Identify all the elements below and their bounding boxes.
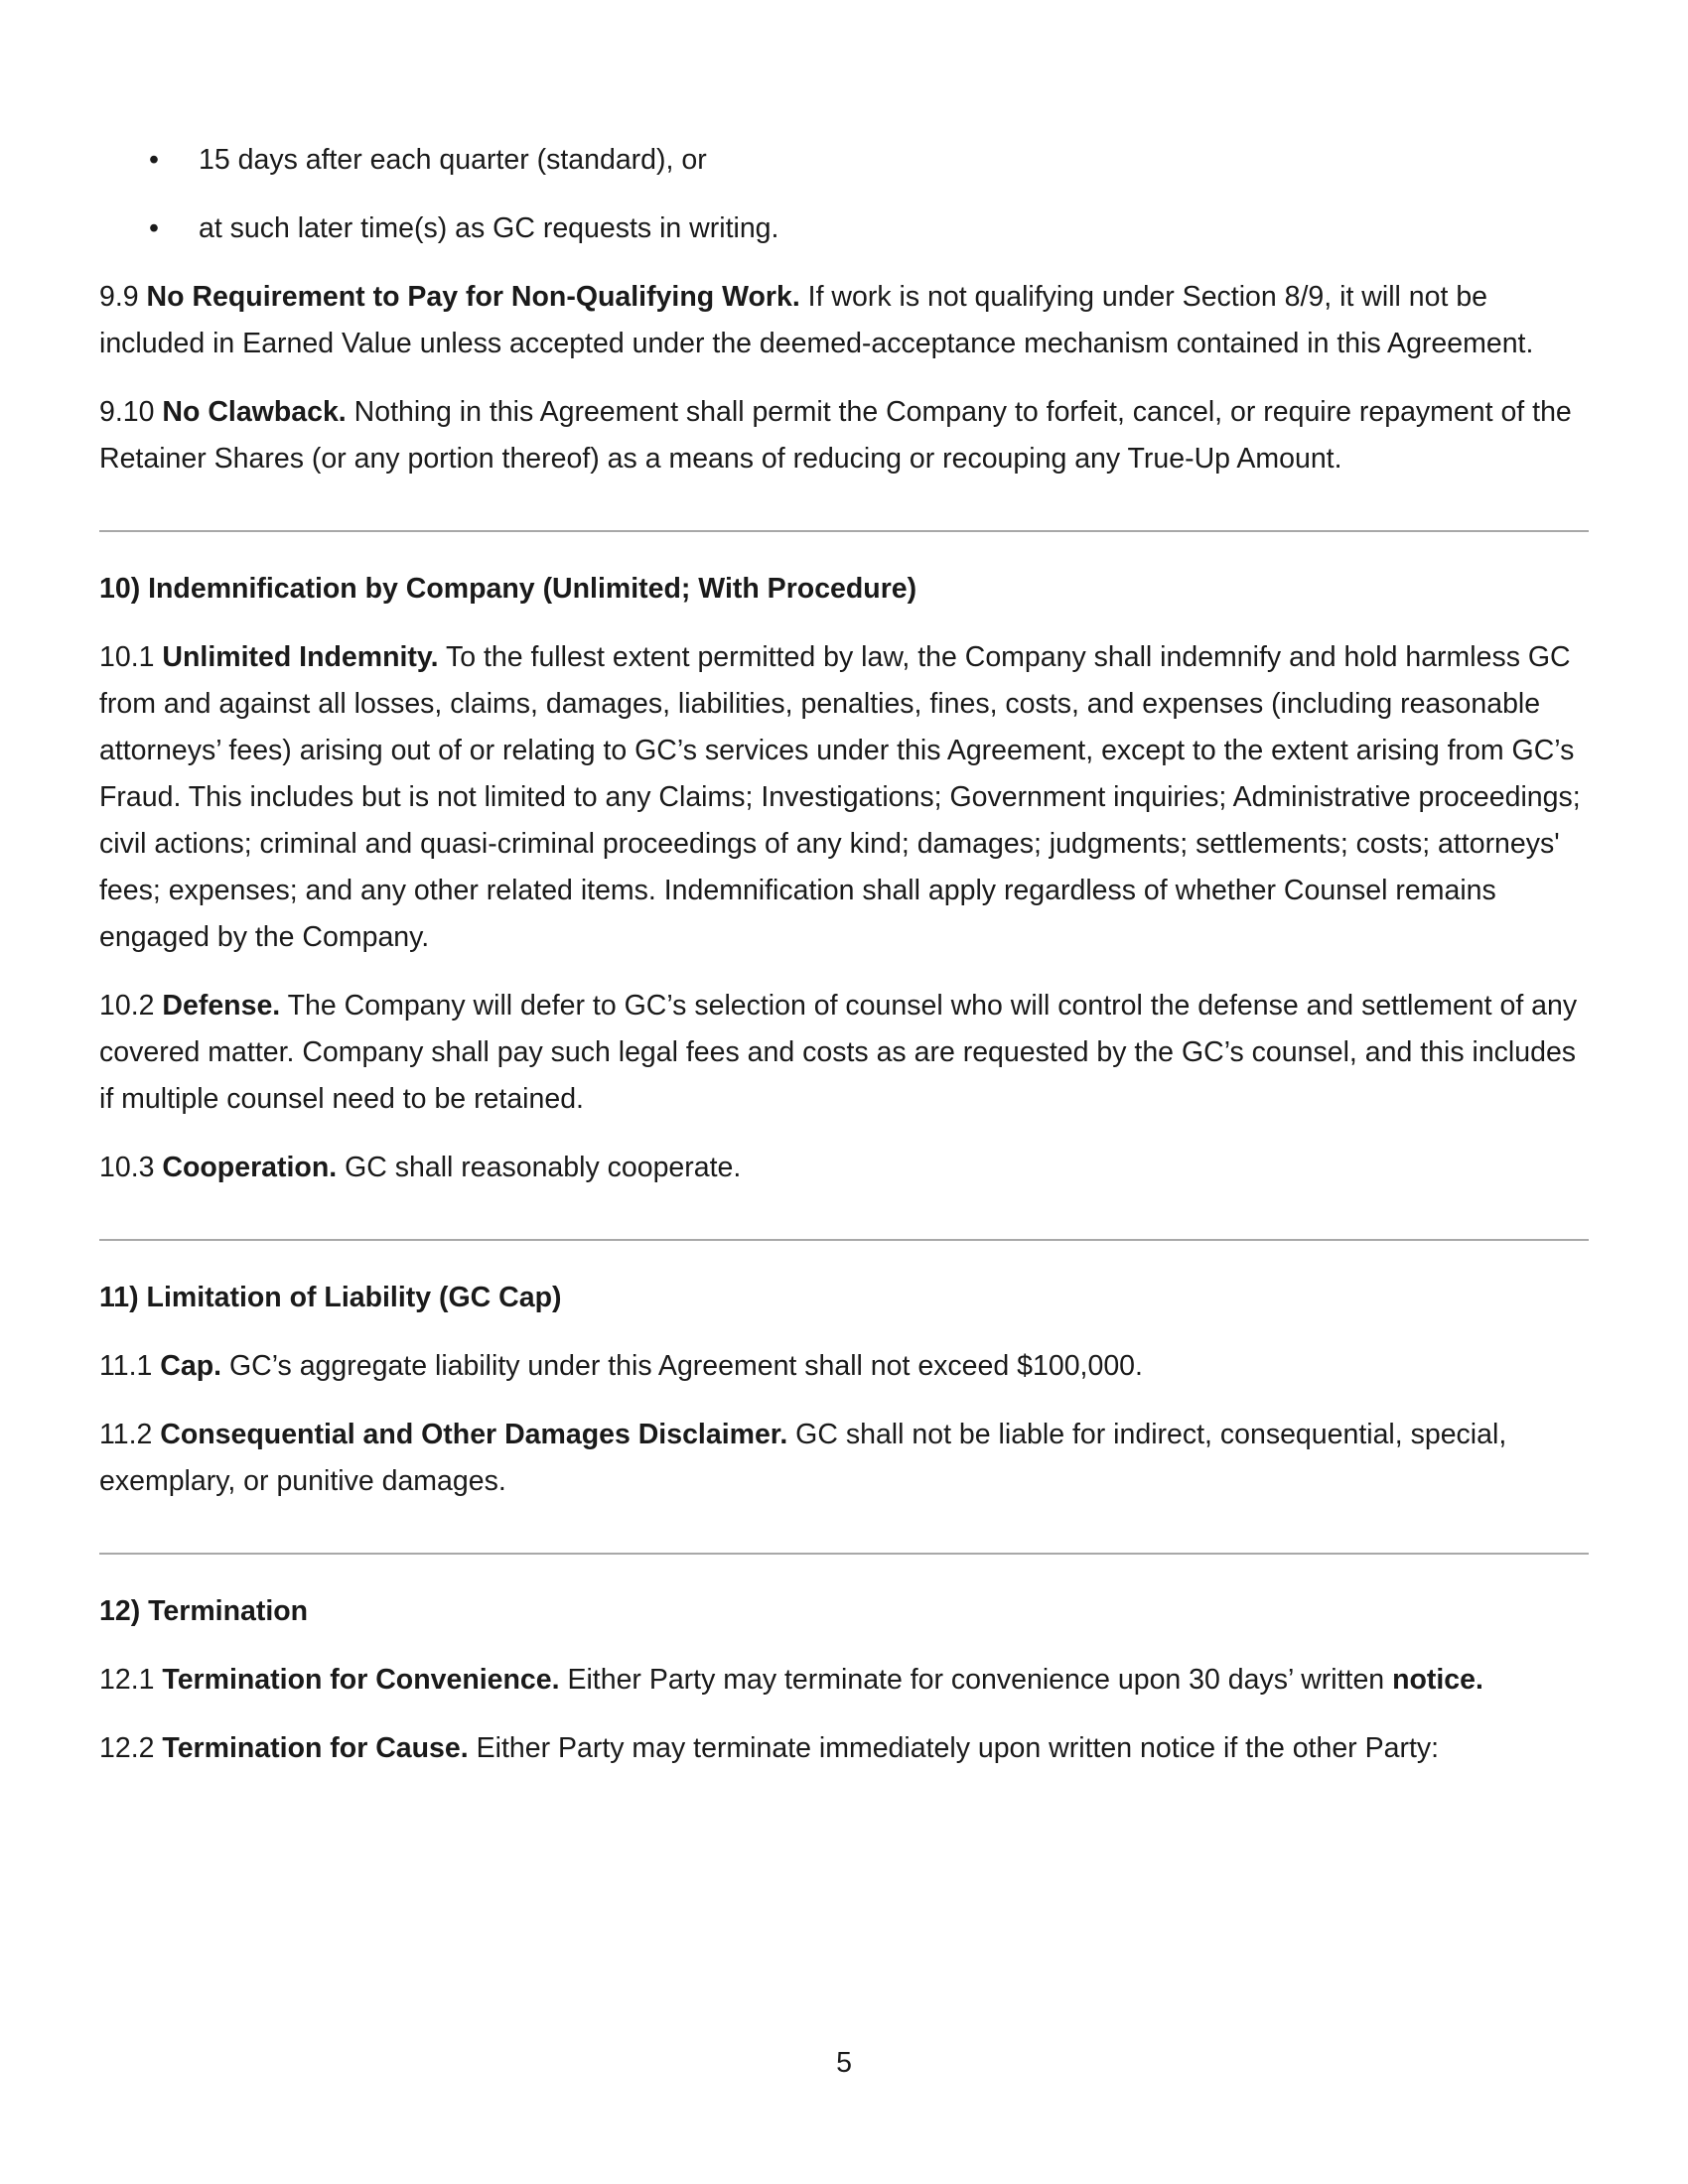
clause-10-2 (99, 983, 1589, 1123)
clause-title: Unlimited Indemnity. (162, 641, 439, 673)
clause-title: Termination for Cause. (162, 1732, 469, 1764)
clause-number: 10.1 (99, 641, 155, 673)
list-item (99, 137, 1589, 184)
clause-11-2 (99, 1412, 1589, 1505)
section-heading-10: 10) Indemnification by Company (Unlimited; With Procedure) (99, 573, 917, 605)
clause-text: GC shall reasonably cooperate. (345, 1152, 742, 1183)
clause-title: No Clawback. (162, 396, 347, 428)
clause-title: Consequential and Other Damages Disclaimer. (160, 1419, 788, 1450)
clause-12-2 (99, 1725, 1589, 1772)
page-number: 5 (836, 2047, 852, 2079)
clause-title: Cooperation. (162, 1152, 338, 1183)
clause-text: The Company will defer to GC’s selection of counsel who will control the defense and settlement of any covered matter. Company shall pay such legal fees and costs as are requested by the GC’s counsel, and this includes if multiple counsel need to be retained. (99, 990, 1578, 1115)
clause-10-3 (99, 1145, 1589, 1191)
payment-timing-list (99, 137, 1589, 252)
clause-title: Defense. (162, 990, 281, 1022)
clause-title: No Requirement to Pay for Non-Qualifying Work. (146, 281, 800, 313)
list-item-text: 15 days after each quarter (standard), or (199, 144, 707, 176)
clause-number: 9.9 (99, 281, 139, 313)
clause-text: Either Party may terminate immediately upon written notice if the other Party: (476, 1732, 1440, 1764)
section-divider (99, 1553, 1589, 1555)
clause-12-1 (99, 1657, 1589, 1704)
clause-number: 12.1 (99, 1664, 155, 1696)
clause-title: Cap. (160, 1350, 222, 1382)
clause-number: 10.2 (99, 990, 155, 1022)
clause-text: GC’s aggregate liability under this Agreement shall not exceed $100,000. (228, 1350, 1143, 1382)
clause-text: GC shall not be liable for indirect, consequential, special, exemplary, or punitive damages. (99, 1419, 1507, 1497)
clause-number: 11.2 (99, 1419, 153, 1450)
clause-text-bold-tail: notice. (1392, 1664, 1483, 1696)
clause-text: To the fullest extent permitted by law, the Company shall indemnify and hold harmless GC from and against all losses, claims, damages, liabilities, penalties, fines, costs, and expenses (including reasonable attorneys’ fees) arising out of or relating to GC’s services under this Agreement, except to the extent arising from GC’s Fraud. This includes but is not limited to any Claims; Investigations; Government inquiries; Administrative proceedings; civil actions; criminal and quasi-criminal proceedings of any kind; damages; judgments; settlements; costs; attorneys' fees; expenses; and any other related items. Indemnification shall apply regardless of whether Counsel remains engaged by the Company. (99, 641, 1581, 953)
clause-9-9 (99, 274, 1589, 367)
clause-number: 12.2 (99, 1732, 155, 1764)
clause-text: Nothing in this Agreement shall permit the Company to forfeit, cancel, or require repayment of the Retainer Shares (or any portion thereof) as a means of reducing or recouping any True-Up Amount. (99, 396, 1572, 475)
clause-text: If work is not qualifying under Section 8/9, it will not be included in Earned Value unless accepted under the deemed-acceptance mechanism contained in this Agreement. (99, 281, 1534, 359)
bullet-icon: • (149, 212, 159, 244)
list-item-text: at such later time(s) as GC requests in writing. (199, 212, 779, 244)
clause-9-10 (99, 389, 1589, 482)
section-divider (99, 530, 1589, 532)
section-heading-12: 12) Termination (99, 1595, 309, 1627)
document-page (99, 137, 1589, 1794)
list-item (99, 205, 1589, 252)
clause-10-1 (99, 634, 1589, 961)
clause-number: 10.3 (99, 1152, 155, 1183)
clause-text: Either Party may terminate for convenience upon 30 days’ written (567, 1664, 1385, 1696)
bullet-icon: • (149, 144, 159, 176)
clause-title: Termination for Convenience. (162, 1664, 560, 1696)
clause-number: 11.1 (99, 1350, 153, 1382)
clause-11-1 (99, 1343, 1589, 1390)
section-divider (99, 1239, 1589, 1241)
section-heading-11: 11) Limitation of Liability (GC Cap) (99, 1282, 562, 1313)
clause-number: 9.10 (99, 396, 155, 428)
